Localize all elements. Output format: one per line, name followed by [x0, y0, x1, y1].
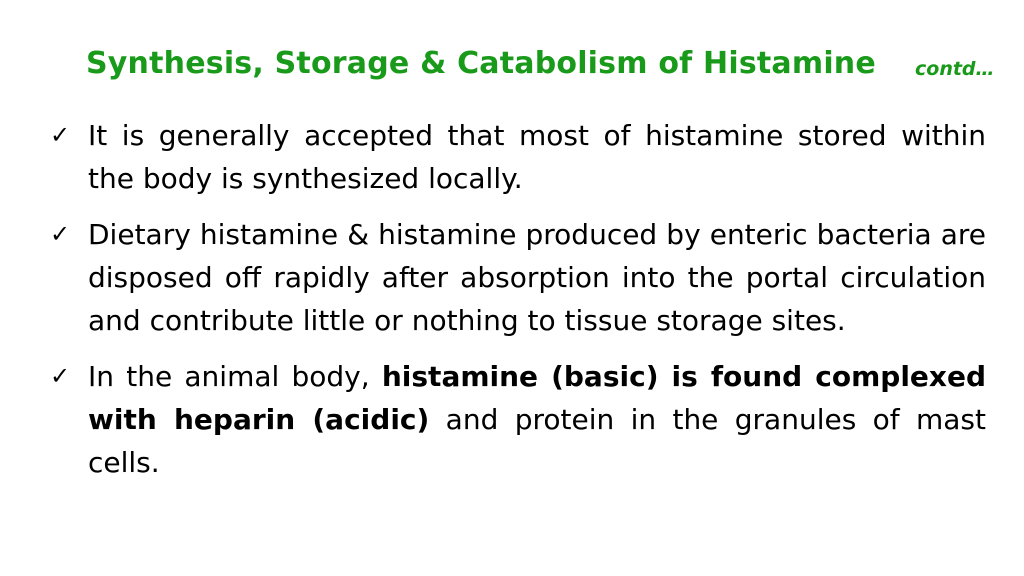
checkmark-icon: ✓: [50, 121, 71, 149]
continued-label: contd…: [915, 58, 995, 80]
bullet-item: [50, 213, 986, 342]
slide-title: Synthesis, Storage & Catabolism of Histamine: [86, 46, 876, 81]
bullet-text-emphasis: histamine (basic) is found complexed with heparin (acidic): [88, 360, 986, 436]
bullet-text: It is generally accepted that most of histamine stored within the body is synthesized locally.: [88, 119, 986, 195]
bullet-list: [50, 114, 986, 484]
bullet-item: [50, 114, 986, 200]
bullet-item: [50, 355, 986, 484]
checkmark-icon: ✓: [50, 220, 71, 248]
bullet-text-start: In the animal body,: [88, 360, 382, 393]
bullet-text: Dietary histamine & histamine produced by enteric bacteria are disposed off rapidly after absorption into the portal circulation and contribute little or nothing to tissue storage sites.: [88, 218, 986, 337]
bullet-text-end: and protein in the granules of mast cells.: [88, 403, 986, 479]
checkmark-icon: ✓: [50, 362, 71, 390]
